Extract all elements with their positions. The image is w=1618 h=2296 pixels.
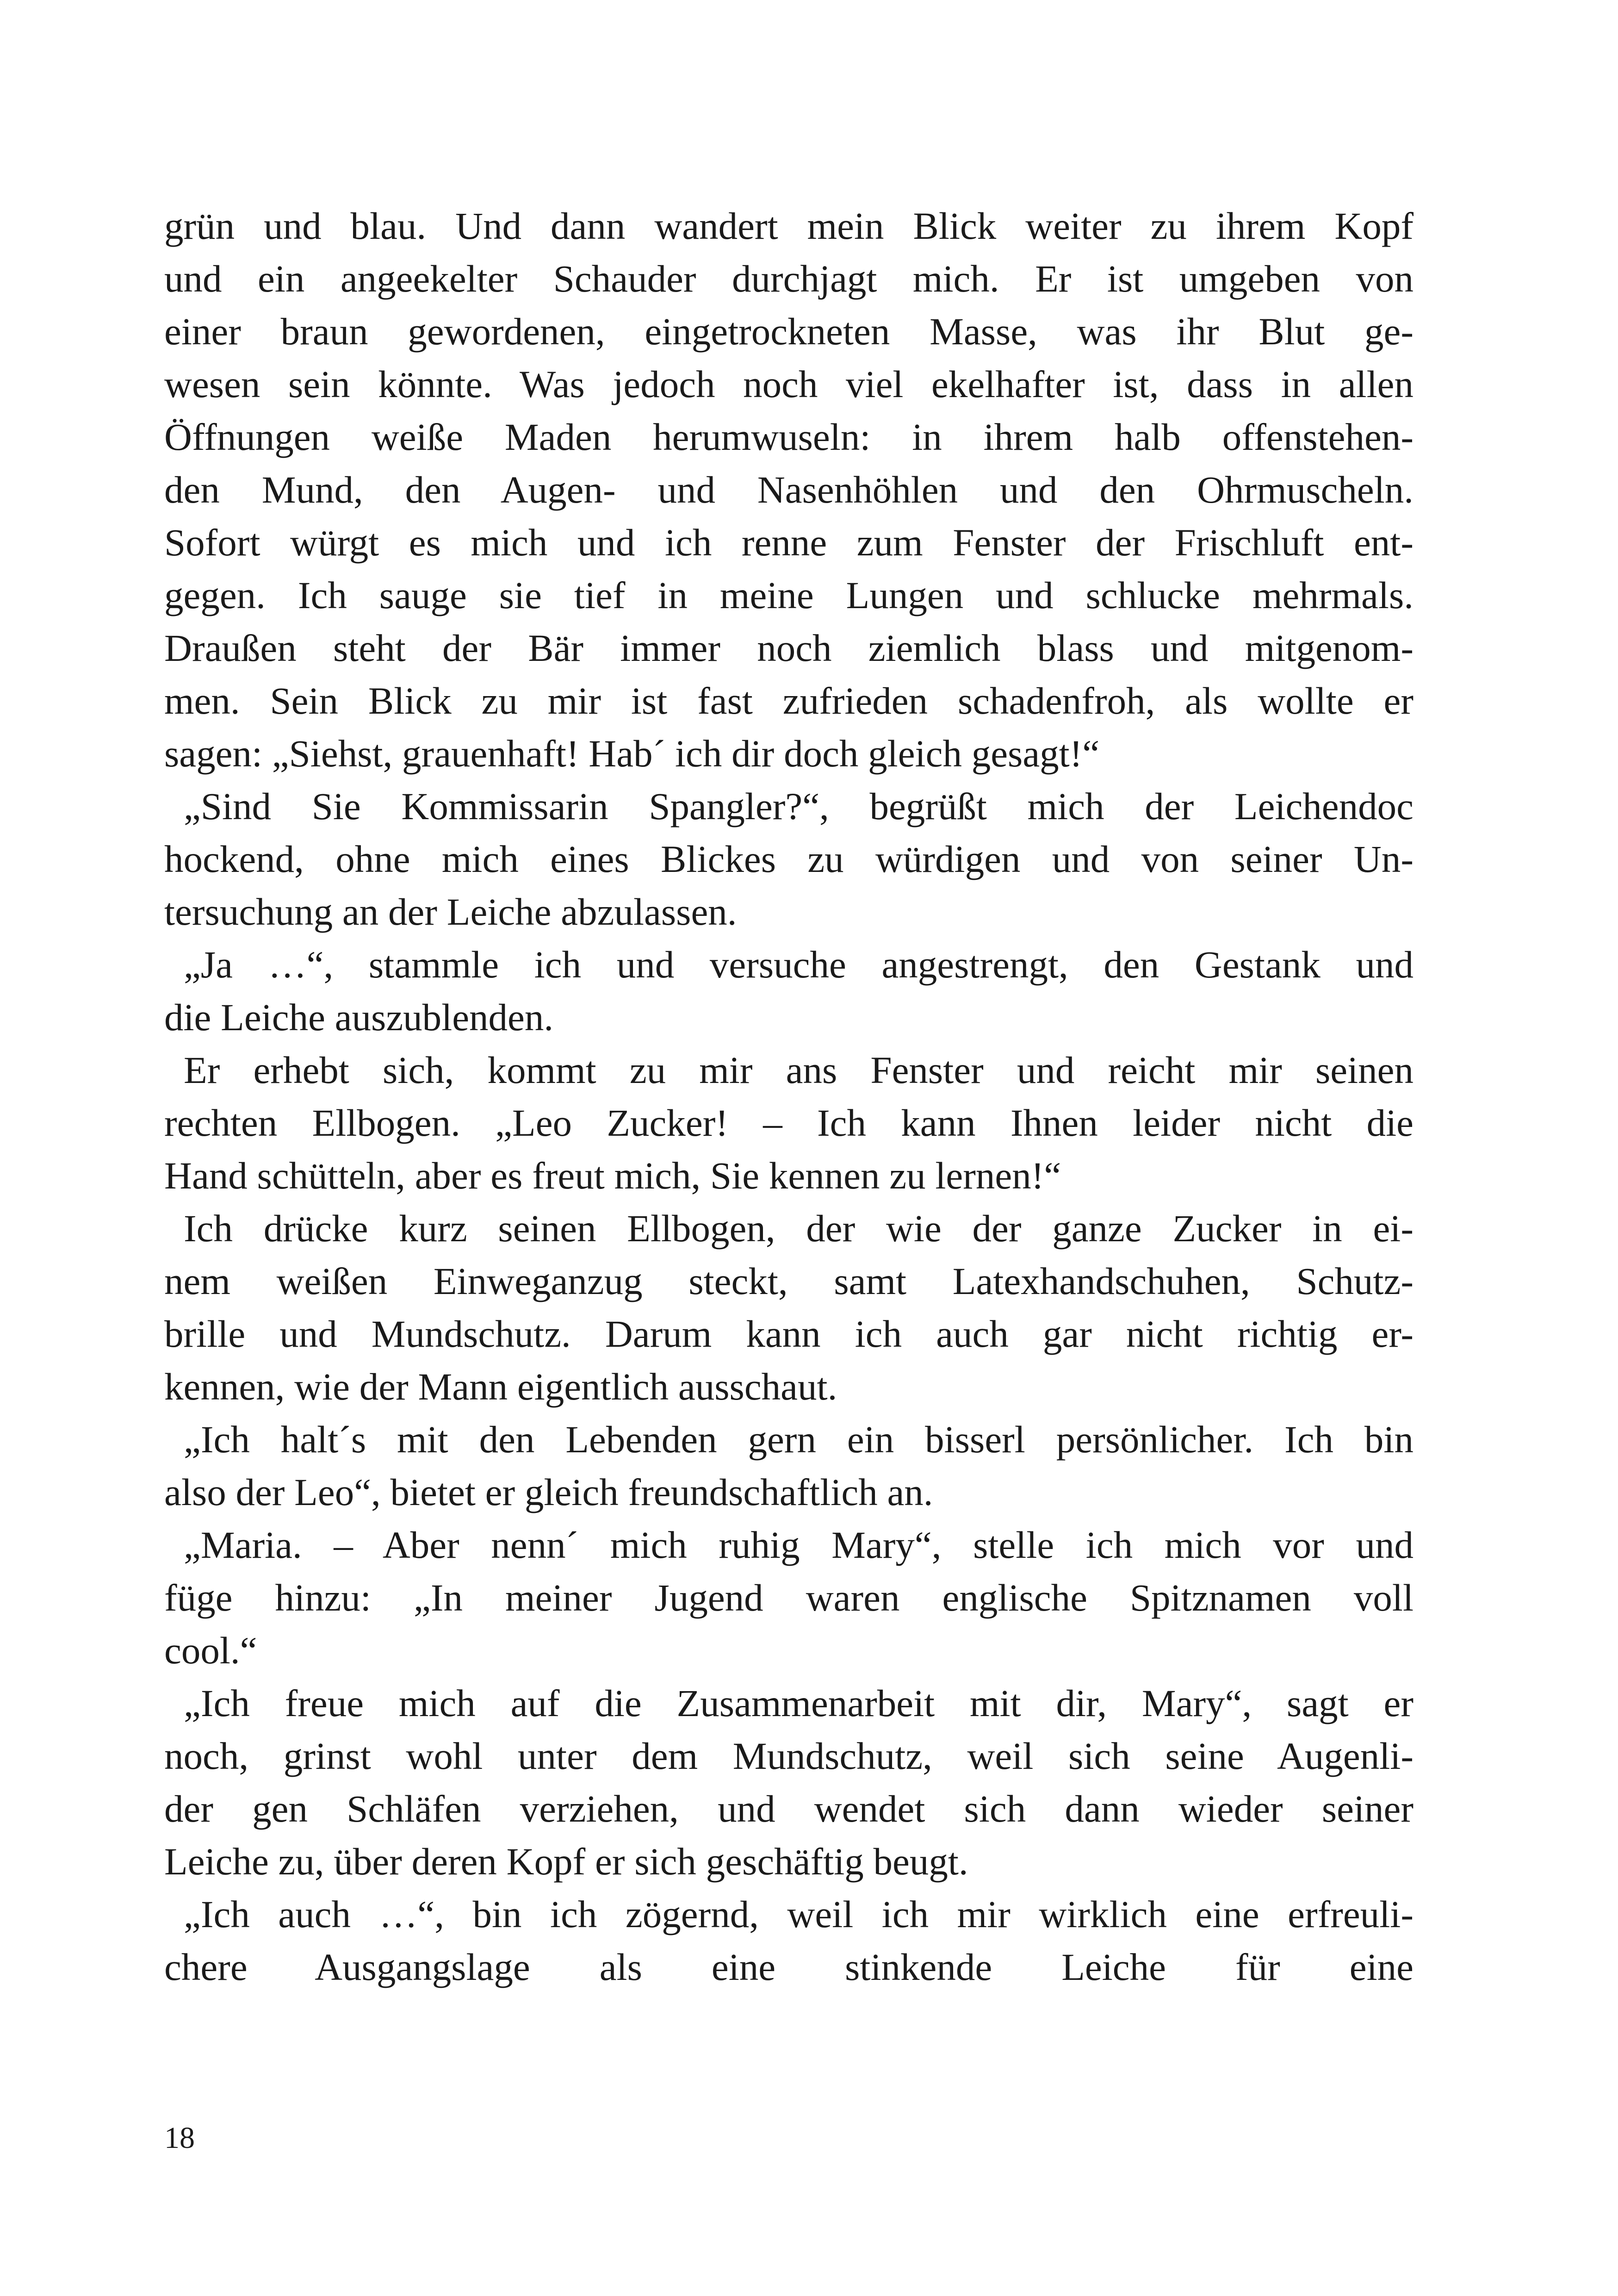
- text-line: den Mund, den Augen- und Nasenhöhlen und den Ohrmuscheln.: [164, 468, 1413, 511]
- text-line: der gen Schläfen verziehen, und wendet sich dann wieder seiner: [164, 1787, 1413, 1830]
- text-line: Öffnungen weiße Maden herumwuseln: in ihrem halb offenstehen-: [164, 416, 1413, 458]
- text-line: „Maria. – Aber nenn´ mich ruhig Mary“, stelle ich mich vor und: [184, 1524, 1413, 1566]
- text-line: gegen. Ich sauge sie tief in meine Lungen und schlucke mehrmals.: [164, 574, 1413, 616]
- text-line: nem weißen Einweganzug steckt, samt Latexhandschuhen, Schutz-: [164, 1260, 1413, 1302]
- text-line: Hand schütteln, aber es freut mich, Sie kennen zu lernen!“: [164, 1154, 1061, 1197]
- text-line: die Leiche auszublenden.: [164, 996, 554, 1039]
- text-line: sagen: „Siehst, grauenhaft! Hab´ ich dir doch gleich gesagt!“: [164, 732, 1100, 775]
- text-line: grün und blau. Und dann wandert mein Blick weiter zu ihrem Kopf: [164, 205, 1413, 247]
- text-line: und ein angeekelter Schauder durchjagt mich. Er ist umgeben von: [164, 257, 1413, 300]
- body-text: [164, 199, 1413, 1993]
- text-line: rechten Ellbogen. „Leo Zucker! – Ich kann Ihnen leider nicht die: [164, 1101, 1413, 1144]
- text-line: wesen sein könnte. Was jedoch noch viel ekelhafter ist, dass in allen: [164, 363, 1413, 405]
- text-line: also der Leo“, bietet er gleich freundschaftlich an.: [164, 1471, 933, 1513]
- text-line: „Sind Sie Kommissarin Spangler?“, begrüßt mich der Leichendoc: [184, 785, 1413, 828]
- text-line: kennen, wie der Mann eigentlich ausschaut.: [164, 1365, 837, 1408]
- text-line: brille und Mundschutz. Darum kann ich auch gar nicht richtig er-: [164, 1313, 1413, 1355]
- text-line: einer braun gewordenen, eingetrockneten Masse, was ihr Blut ge-: [164, 310, 1413, 353]
- text-line: cool.“: [164, 1629, 257, 1672]
- text-line: chere Ausgangslage als eine stinkende Leiche für eine: [164, 1946, 1413, 1988]
- text-line: Er erhebt sich, kommt zu mir ans Fenster und reicht mir seinen: [184, 1049, 1413, 1091]
- text-line: Sofort würgt es mich und ich renne zum Fenster der Frischluft ent-: [164, 521, 1413, 564]
- text-line: hockend, ohne mich eines Blickes zu würdigen und von seiner Un-: [164, 838, 1413, 880]
- text-line: Ich drücke kurz seinen Ellbogen, der wie der ganze Zucker in ei-: [184, 1207, 1413, 1250]
- text-line: füge hinzu: „In meiner Jugend waren englische Spitznamen voll: [164, 1576, 1413, 1619]
- text-line: men. Sein Blick zu mir ist fast zufrieden schadenfroh, als wollte er: [164, 679, 1413, 722]
- text-line: noch, grinst wohl unter dem Mundschutz, weil sich seine Augenli-: [164, 1735, 1413, 1777]
- text-line: Draußen steht der Bär immer noch ziemlich blass und mitgenom-: [164, 627, 1413, 669]
- text-line: „Ich auch …“, bin ich zögernd, weil ich mir wirklich eine erfreuli-: [184, 1893, 1413, 1935]
- page-number: 18: [164, 2121, 195, 2155]
- text-line: Leiche zu, über deren Kopf er sich geschäftig beugt.: [164, 1840, 968, 1883]
- text-line: „Ich freue mich auf die Zusammenarbeit mit dir, Mary“, sagt er: [184, 1682, 1413, 1724]
- text-line: tersuchung an der Leiche abzulassen.: [164, 890, 737, 933]
- text-line: „Ja …“, stammle ich und versuche angestrengt, den Gestank und: [184, 943, 1413, 986]
- text-line: „Ich halt´s mit den Lebenden gern ein bisserl persönlicher. Ich bin: [184, 1418, 1413, 1461]
